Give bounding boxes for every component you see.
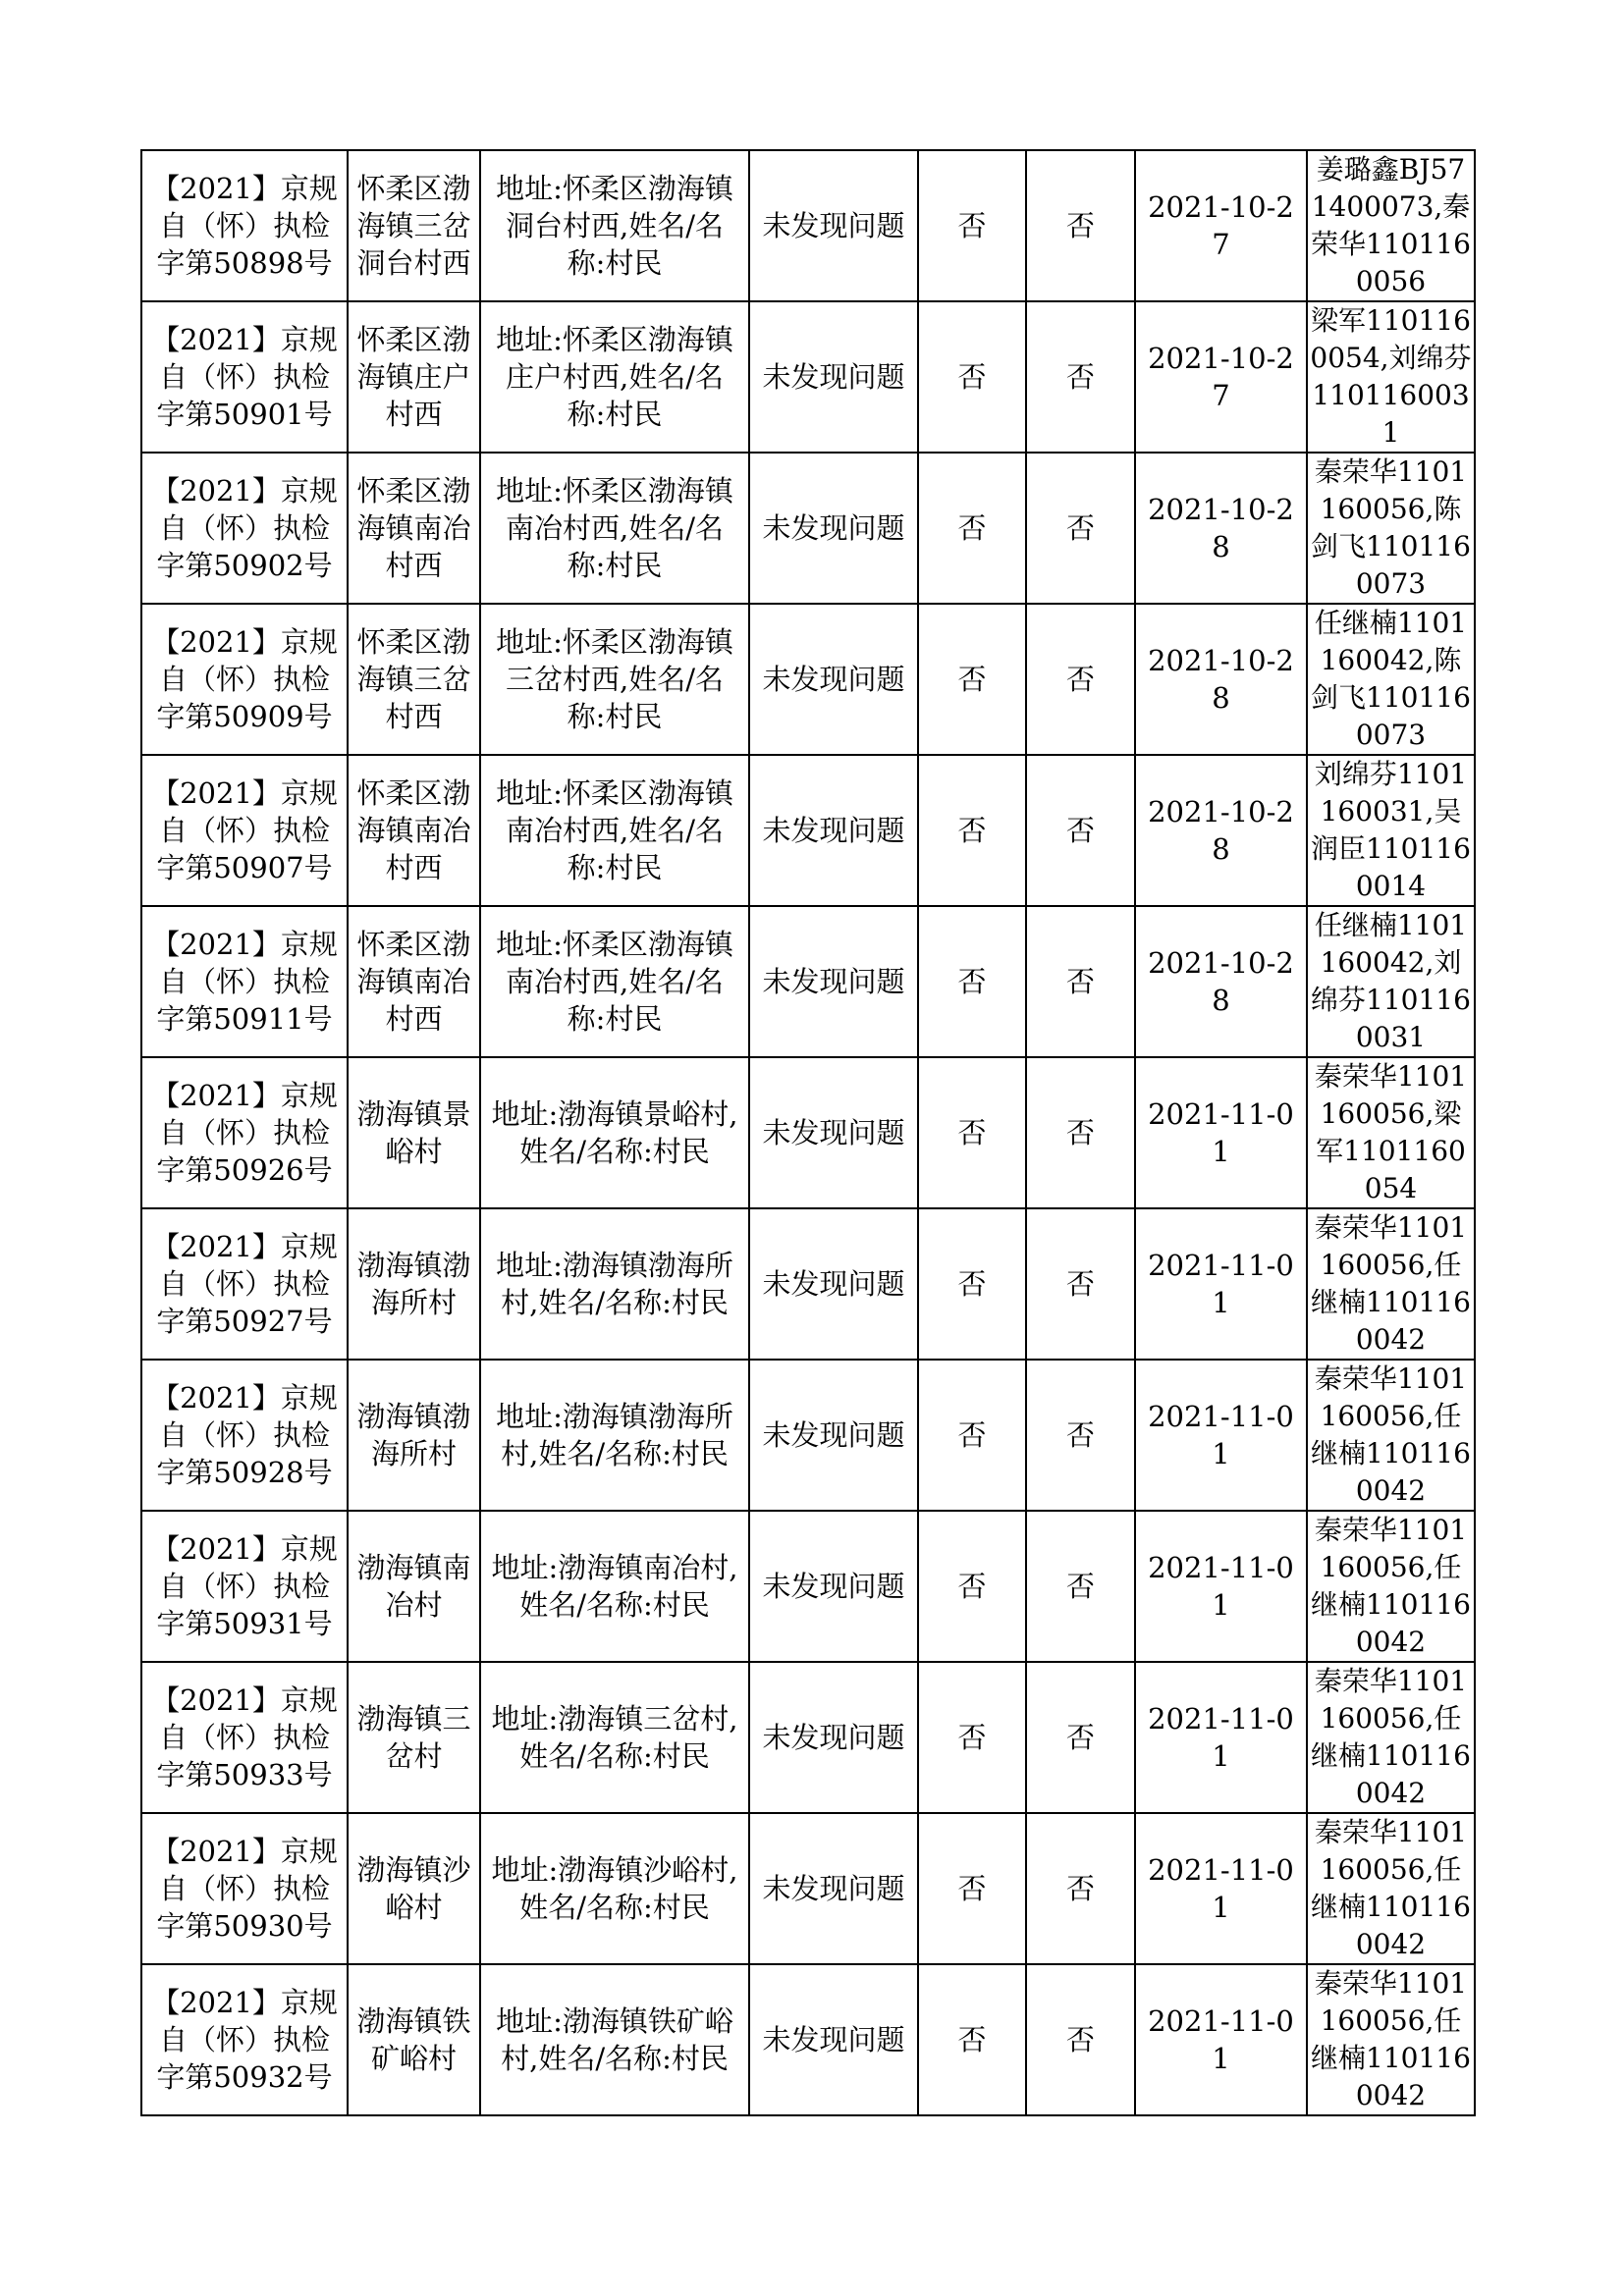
flag-b-cell: 否 — [1026, 1964, 1135, 2115]
party-cell: 地址:渤海镇南冶村,姓名/名称:村民 — [480, 1511, 749, 1662]
result-cell: 未发现问题 — [749, 1813, 918, 1964]
result-cell: 未发现问题 — [749, 453, 918, 604]
flag-b-cell: 否 — [1026, 150, 1135, 301]
flag-b-cell: 否 — [1026, 755, 1135, 906]
case-number-cell: 【2021】京规自（怀）执检字第50926号 — [141, 1057, 348, 1208]
case-number-cell: 【2021】京规自（怀）执检字第50931号 — [141, 1511, 348, 1662]
date-cell: 2021-11-01 — [1135, 1813, 1307, 1964]
party-cell: 地址:渤海镇渤海所村,姓名/名称:村民 — [480, 1360, 749, 1511]
flag-a-cell: 否 — [918, 1208, 1026, 1360]
date-cell: 2021-11-01 — [1135, 1208, 1307, 1360]
inspectors-cell: 秦荣华1101160056,陈剑飞1101160073 — [1307, 453, 1475, 604]
flag-b-cell: 否 — [1026, 453, 1135, 604]
result-cell: 未发现问题 — [749, 604, 918, 755]
table-row — [141, 301, 1475, 453]
flag-a-cell: 否 — [918, 1057, 1026, 1208]
case-number-cell: 【2021】京规自（怀）执检字第50901号 — [141, 301, 348, 453]
flag-a-cell: 否 — [918, 1813, 1026, 1964]
flag-b-cell: 否 — [1026, 1813, 1135, 1964]
party-cell: 地址:怀柔区渤海镇南冶村西,姓名/名称:村民 — [480, 755, 749, 906]
table-row — [141, 1813, 1475, 1964]
date-cell: 2021-11-01 — [1135, 1057, 1307, 1208]
location-cell: 渤海镇渤海所村 — [348, 1360, 480, 1511]
table-row — [141, 1662, 1475, 1813]
case-number-cell: 【2021】京规自（怀）执检字第50928号 — [141, 1360, 348, 1511]
party-cell: 地址:渤海镇沙峪村,姓名/名称:村民 — [480, 1813, 749, 1964]
flag-a-cell: 否 — [918, 755, 1026, 906]
result-cell: 未发现问题 — [749, 1964, 918, 2115]
party-cell: 地址:渤海镇三岔村,姓名/名称:村民 — [480, 1662, 749, 1813]
location-cell: 渤海镇三岔村 — [348, 1662, 480, 1813]
table-row — [141, 150, 1475, 301]
result-cell: 未发现问题 — [749, 906, 918, 1057]
table-row — [141, 1208, 1475, 1360]
location-cell: 渤海镇沙峪村 — [348, 1813, 480, 1964]
case-number-cell: 【2021】京规自（怀）执检字第50927号 — [141, 1208, 348, 1360]
result-cell: 未发现问题 — [749, 1360, 918, 1511]
flag-b-cell: 否 — [1026, 604, 1135, 755]
location-cell: 怀柔区渤海镇三岔洞台村西 — [348, 150, 480, 301]
date-cell: 2021-10-27 — [1135, 301, 1307, 453]
inspectors-cell: 秦荣华1101160056,梁军1101160054 — [1307, 1057, 1475, 1208]
flag-b-cell: 否 — [1026, 1057, 1135, 1208]
date-cell: 2021-10-28 — [1135, 453, 1307, 604]
case-number-cell: 【2021】京规自（怀）执检字第50932号 — [141, 1964, 348, 2115]
party-cell: 地址:怀柔区渤海镇洞台村西,姓名/名称:村民 — [480, 150, 749, 301]
inspectors-cell: 任继楠1101160042,陈剑飞1101160073 — [1307, 604, 1475, 755]
flag-a-cell: 否 — [918, 604, 1026, 755]
table-row — [141, 755, 1475, 906]
date-cell: 2021-11-01 — [1135, 1360, 1307, 1511]
date-cell: 2021-10-28 — [1135, 755, 1307, 906]
flag-b-cell: 否 — [1026, 1208, 1135, 1360]
flag-a-cell: 否 — [918, 1360, 1026, 1511]
location-cell: 渤海镇景峪村 — [348, 1057, 480, 1208]
inspectors-cell: 刘绵芬1101160031,吴润臣1101160014 — [1307, 755, 1475, 906]
case-number-cell: 【2021】京规自（怀）执检字第50907号 — [141, 755, 348, 906]
result-cell: 未发现问题 — [749, 755, 918, 906]
table-row — [141, 453, 1475, 604]
table-body — [141, 150, 1475, 2115]
date-cell: 2021-10-28 — [1135, 604, 1307, 755]
table-row — [141, 1360, 1475, 1511]
table-row — [141, 1511, 1475, 1662]
location-cell: 渤海镇渤海所村 — [348, 1208, 480, 1360]
location-cell: 怀柔区渤海镇庄户村西 — [348, 301, 480, 453]
location-cell: 渤海镇铁矿峪村 — [348, 1964, 480, 2115]
result-cell: 未发现问题 — [749, 150, 918, 301]
inspectors-cell: 梁军1101160054,刘绵芬1101160031 — [1307, 301, 1475, 453]
case-number-cell: 【2021】京规自（怀）执检字第50909号 — [141, 604, 348, 755]
table-row — [141, 1964, 1475, 2115]
flag-b-cell: 否 — [1026, 1360, 1135, 1511]
party-cell: 地址:怀柔区渤海镇南冶村西,姓名/名称:村民 — [480, 906, 749, 1057]
flag-a-cell: 否 — [918, 150, 1026, 301]
location-cell: 渤海镇南冶村 — [348, 1511, 480, 1662]
case-number-cell: 【2021】京规自（怀）执检字第50930号 — [141, 1813, 348, 1964]
location-cell: 怀柔区渤海镇南冶村西 — [348, 453, 480, 604]
result-cell: 未发现问题 — [749, 1511, 918, 1662]
table-row — [141, 906, 1475, 1057]
date-cell: 2021-11-01 — [1135, 1511, 1307, 1662]
result-cell: 未发现问题 — [749, 301, 918, 453]
inspectors-cell: 秦荣华1101160056,任继楠1101160042 — [1307, 1813, 1475, 1964]
table-row — [141, 1057, 1475, 1208]
party-cell: 地址:渤海镇铁矿峪村,姓名/名称:村民 — [480, 1964, 749, 2115]
date-cell: 2021-10-27 — [1135, 150, 1307, 301]
inspectors-cell: 任继楠1101160042,刘绵芬1101160031 — [1307, 906, 1475, 1057]
flag-a-cell: 否 — [918, 1662, 1026, 1813]
flag-a-cell: 否 — [918, 1511, 1026, 1662]
location-cell: 怀柔区渤海镇南冶村西 — [348, 906, 480, 1057]
flag-b-cell: 否 — [1026, 1511, 1135, 1662]
inspectors-cell: 秦荣华1101160056,任继楠1101160042 — [1307, 1511, 1475, 1662]
party-cell: 地址:渤海镇景峪村,姓名/名称:村民 — [480, 1057, 749, 1208]
flag-b-cell: 否 — [1026, 906, 1135, 1057]
date-cell: 2021-11-01 — [1135, 1662, 1307, 1813]
flag-a-cell: 否 — [918, 453, 1026, 604]
party-cell: 地址:怀柔区渤海镇庄户村西,姓名/名称:村民 — [480, 301, 749, 453]
party-cell: 地址:怀柔区渤海镇南冶村西,姓名/名称:村民 — [480, 453, 749, 604]
flag-a-cell: 否 — [918, 301, 1026, 453]
party-cell: 地址:渤海镇渤海所村,姓名/名称:村民 — [480, 1208, 749, 1360]
table-row — [141, 604, 1475, 755]
inspectors-cell: 姜璐鑫BJ571400073,秦荣华1101160056 — [1307, 150, 1475, 301]
case-number-cell: 【2021】京规自（怀）执检字第50933号 — [141, 1662, 348, 1813]
case-number-cell: 【2021】京规自（怀）执检字第50898号 — [141, 150, 348, 301]
flag-b-cell: 否 — [1026, 1662, 1135, 1813]
result-cell: 未发现问题 — [749, 1057, 918, 1208]
flag-a-cell: 否 — [918, 906, 1026, 1057]
date-cell: 2021-10-28 — [1135, 906, 1307, 1057]
inspectors-cell: 秦荣华1101160056,任继楠1101160042 — [1307, 1360, 1475, 1511]
case-number-cell: 【2021】京规自（怀）执检字第50911号 — [141, 906, 348, 1057]
inspection-records-table — [140, 149, 1476, 2116]
flag-b-cell: 否 — [1026, 301, 1135, 453]
inspectors-cell: 秦荣华1101160056,任继楠1101160042 — [1307, 1964, 1475, 2115]
result-cell: 未发现问题 — [749, 1208, 918, 1360]
flag-a-cell: 否 — [918, 1964, 1026, 2115]
location-cell: 怀柔区渤海镇三岔村西 — [348, 604, 480, 755]
date-cell: 2021-11-01 — [1135, 1964, 1307, 2115]
party-cell: 地址:怀柔区渤海镇三岔村西,姓名/名称:村民 — [480, 604, 749, 755]
inspectors-cell: 秦荣华1101160056,任继楠1101160042 — [1307, 1208, 1475, 1360]
result-cell: 未发现问题 — [749, 1662, 918, 1813]
case-number-cell: 【2021】京规自（怀）执检字第50902号 — [141, 453, 348, 604]
location-cell: 怀柔区渤海镇南冶村西 — [348, 755, 480, 906]
inspectors-cell: 秦荣华1101160056,任继楠1101160042 — [1307, 1662, 1475, 1813]
